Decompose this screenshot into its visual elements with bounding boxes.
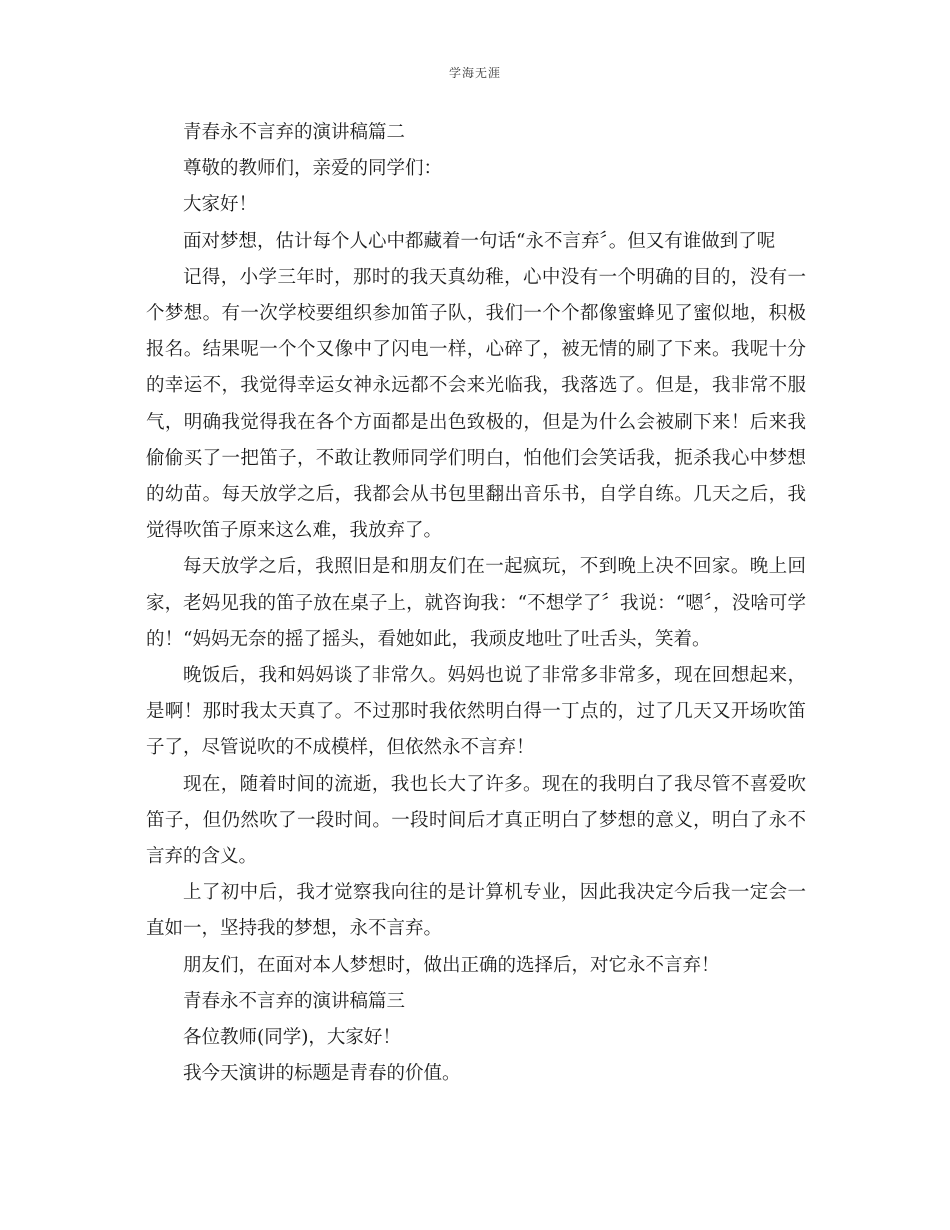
paragraph: 朋友们，在面对本人梦想时，做出正确的选择后，对它永不言弃！ <box>183 954 720 976</box>
section-title: 青春永不言弃的演讲稿篇三 <box>183 990 406 1012</box>
paragraph: 晚饭后，我和妈妈谈了非常久。妈妈也说了非常多非常多，现在回想起来，是啊！那时我太天真了。不过那时我依然明白得一丁点的，过了几天又开场吹笛子了，尽管说吹的不成模样，但依然永不言弃！ <box>146 665 806 759</box>
salutation: 尊敬的教师们，亲爱的同学们： <box>183 158 443 180</box>
paragraph: 现在，随着时间的流逝，我也长大了许多。现在的我明白了我尽管不喜爱吹笛子，但仍然吹了一段时间。一段时间后才真正明白了梦想的意义，明白了永不言弃的含义。 <box>146 773 806 868</box>
document-body <box>146 115 806 1092</box>
page-header: 学海无涯 <box>448 66 501 80</box>
paragraph: 记得，小学三年时，那时的我天真幼稚，心中没有一个明确的目的，没有一个梦想。有一次学校要组织参加笛子队，我们一个个都像蜜蜂见了蜜似地，积极报名。结果呢一个个又像中了闪电一样，心碎了，被无情的刷了下来。我呢十分的幸运不，我觉得幸运女神永远都不会来光临我，我落选了。但是，我非常不服气，明确我觉得我在各个方面都是出色致极的，但是为什么会被刷下来！后来我偷偷买了一把笛子，不敢让教师同学们明白，怕他们会笑话我，扼杀我心中梦想的幼苗。每天放学之后，我都会从书包里翻出音乐书，自学自练。几天之后，我觉得吹笛子原来这么难，我放弃了。 <box>146 266 806 542</box>
paragraph: 我今天演讲的标题是青春的价值。 <box>183 1063 461 1085</box>
paragraph: 上了初中后，我才觉察我向往的是计算机专业，因此我决定今后我一定会一直如一，坚持我的梦想，永不言弃。 <box>146 882 806 940</box>
greeting: 大家好！ <box>183 194 258 216</box>
paragraph: 面对梦想，估计每个人心中都藏着一句话“永不言弃〞。但又有谁做到了呢 <box>183 230 776 252</box>
section-title: 青春永不言弃的演讲稿篇二 <box>183 122 406 143</box>
salutation: 各位教师(同学)，大家好！ <box>183 1027 401 1049</box>
paragraph: 每天放学之后，我照旧是和朋友们在一起疯玩，不到晚上决不回家。晚上回家，老妈见我的笛子放在桌子上，就咨询我：“不想学了〞我说：“嗯〞，没啥可学的！“妈妈无奈的摇了摇头，看她如此，我顽皮地吐了吐舌头，笑着。 <box>146 556 806 650</box>
